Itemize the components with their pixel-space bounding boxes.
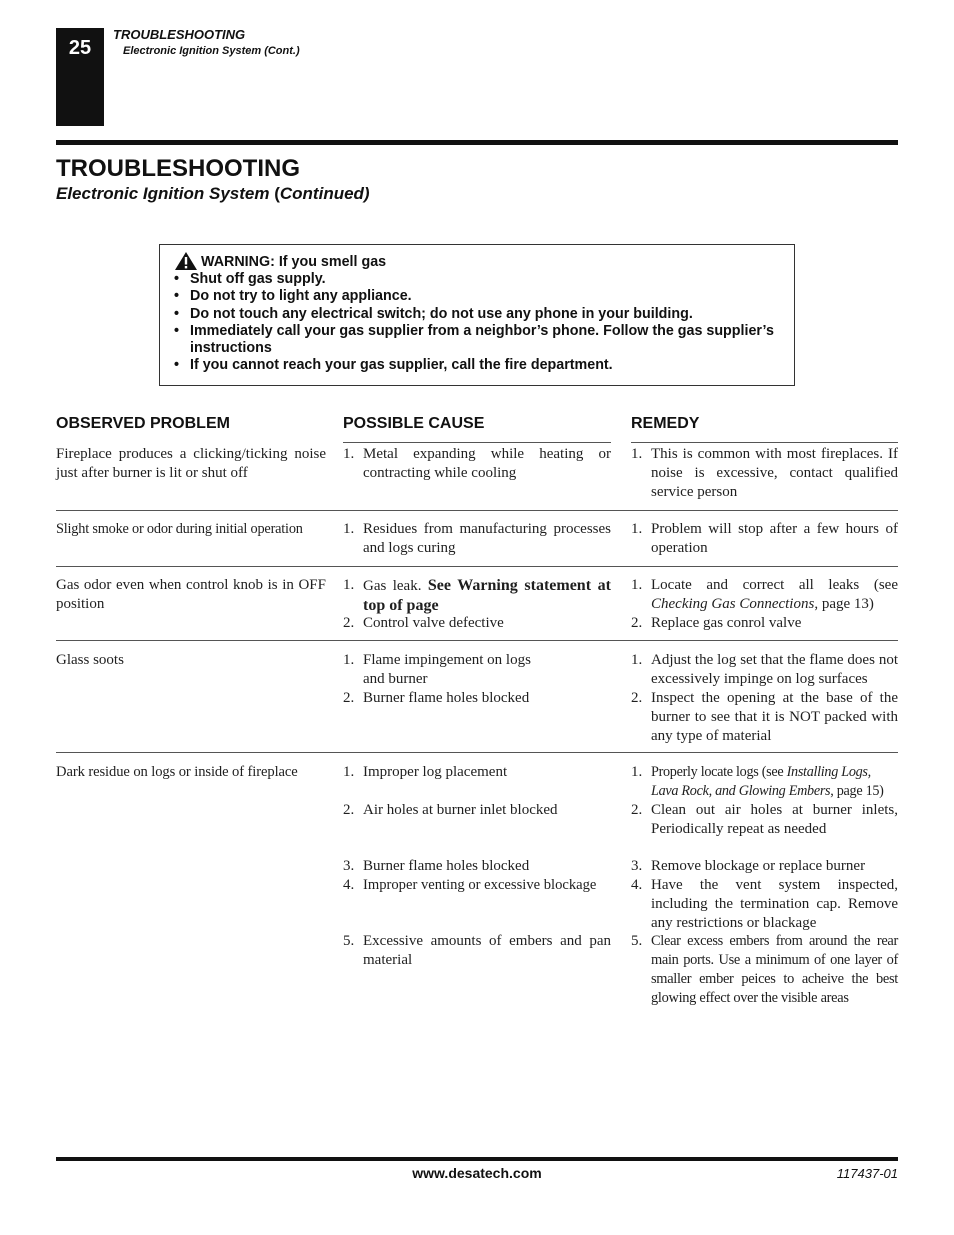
item-number: 2. bbox=[343, 802, 355, 818]
running-header-subsection: Electronic Ignition System (Cont.) bbox=[123, 45, 300, 57]
warning-bullet: • Shut off gas supply. bbox=[174, 271, 782, 288]
gas-warning-box bbox=[159, 244, 795, 386]
item-number: 2. bbox=[343, 615, 355, 631]
footer-document-code: 117437-01 bbox=[836, 1166, 898, 1181]
row-divider bbox=[56, 640, 898, 641]
item-text: Control valve defective bbox=[363, 615, 504, 631]
warning-bullet: • Immediately call your gas supplier from a neighbor’s phone. Follow the gas supplier’s instructions bbox=[174, 323, 782, 358]
item-number: 1. bbox=[631, 764, 643, 780]
item-text: Burner flame holes blocked bbox=[363, 690, 530, 706]
item-number: 1. bbox=[343, 521, 355, 537]
item-number: 4. bbox=[343, 877, 355, 893]
running-header-section: TROUBLESHOOTING bbox=[113, 27, 246, 42]
column-header-observed-problem: OBSERVED PROBLEM bbox=[56, 415, 230, 432]
item-text: Remove blockage or replace burner bbox=[651, 858, 866, 874]
warning-bullet: • Do not touch any electrical switch; do not use any phone in your building. bbox=[174, 306, 782, 323]
column-header-possible-cause: POSSIBLE CAUSE bbox=[343, 415, 485, 432]
item-number: 1. bbox=[631, 521, 643, 537]
item-text-plain: Properly locate logs (see bbox=[651, 764, 787, 780]
footer-divider bbox=[56, 1157, 898, 1161]
table-row-problem: Gas odor even when control knob is in OFF position bbox=[56, 577, 326, 612]
item-text: Clear excess embers from around the rear main ports. Use a minimum of one layer of smaller ember peices to acheive the best glowing effect over the visible areas bbox=[651, 933, 898, 1006]
warning-heading-row bbox=[174, 251, 782, 271]
table-row-problem: Glass soots bbox=[56, 652, 124, 668]
item-text: Have the vent system inspected, including the termination cap. Remove any restrictions or blackage bbox=[651, 877, 898, 931]
warning-heading: WARNING: If you smell gas bbox=[201, 253, 387, 270]
header-underline-cause bbox=[343, 442, 611, 443]
item-number: 4. bbox=[631, 877, 643, 893]
subtitle-part1: Electronic Ignition System bbox=[56, 184, 270, 203]
item-number: 1. bbox=[631, 652, 643, 668]
table-row-problem: Fireplace produces a clicking/ticking noise just after burner is lit or shut off bbox=[56, 446, 326, 481]
row-divider bbox=[56, 510, 898, 511]
item-number: 1. bbox=[343, 446, 355, 462]
item-text: Burner flame holes blocked bbox=[363, 858, 530, 874]
item-text: Improper log placement bbox=[363, 764, 508, 780]
item-number: 5. bbox=[631, 933, 643, 949]
item-text: Inspect the opening at the base of the burner to see that it is NOT packed with any type of material bbox=[651, 690, 898, 744]
item-text-italic: Installing Logs, Lava Rock, and Glowing Embers bbox=[651, 764, 871, 799]
item-number: 1. bbox=[343, 764, 355, 780]
item-text: Replace gas conrol valve bbox=[651, 615, 802, 631]
item-number: 2. bbox=[343, 690, 355, 706]
item-text: This is common with most fireplaces. If noise is excessive, contact qualified service person bbox=[651, 446, 898, 500]
warning-bullet: • If you cannot reach your gas supplier, call the fire department. bbox=[174, 357, 782, 374]
item-number: 1. bbox=[631, 446, 643, 462]
page-title: TROUBLESHOOTING bbox=[56, 155, 300, 182]
item-number: 5. bbox=[343, 933, 355, 949]
item-number: 3. bbox=[631, 858, 643, 874]
warning-list bbox=[174, 271, 782, 375]
item-text: Excessive amounts of embers and pan material bbox=[363, 933, 611, 968]
item-text bbox=[651, 576, 898, 614]
item-text-plain: Gas leak. bbox=[363, 578, 428, 594]
item-text-plain: , page 13) bbox=[814, 596, 874, 612]
table-row-problem: Slight smoke or odor during initial operation bbox=[56, 521, 303, 537]
item-number: 1. bbox=[343, 577, 355, 593]
item-text bbox=[651, 763, 898, 801]
warning-triangle-icon bbox=[174, 251, 198, 271]
row-divider bbox=[56, 752, 898, 753]
item-number: 1. bbox=[631, 577, 643, 593]
item-text-bold: See Warning statement at top of page bbox=[363, 577, 611, 614]
item-number: 2. bbox=[631, 690, 643, 706]
header-underline-remedy bbox=[631, 442, 898, 443]
footer-website: www.desatech.com bbox=[412, 1165, 542, 1181]
header-divider bbox=[56, 140, 898, 145]
item-number: 3. bbox=[343, 858, 355, 874]
item-text-plain: Locate and correct all leaks (see bbox=[651, 577, 898, 593]
item-text: Residues from manufacturing processes and logs curing bbox=[363, 521, 611, 556]
item-text bbox=[363, 576, 611, 616]
item-text: Air holes at burner inlet blocked bbox=[363, 802, 558, 818]
item-number: 2. bbox=[631, 802, 643, 818]
item-text: Metal expanding while heating or contracting while cooling bbox=[363, 446, 611, 481]
item-text-plain: , page 15) bbox=[830, 783, 884, 799]
item-text: Clean out air holes at burner inlets, Periodically repeat as needed bbox=[651, 802, 898, 837]
page-number-tab bbox=[56, 28, 104, 126]
item-text-italic: Checking Gas Connections bbox=[651, 596, 815, 612]
table-row-problem: Dark residue on logs or inside of fireplace bbox=[56, 764, 298, 780]
page-subtitle bbox=[56, 184, 370, 204]
item-number: 1. bbox=[343, 652, 355, 668]
row-divider bbox=[56, 566, 898, 567]
page-number: 25 bbox=[68, 37, 92, 59]
item-text: Problem will stop after a few hours of operation bbox=[651, 521, 898, 556]
item-text: Adjust the log set that the flame does not excessively impinge on log surfaces bbox=[651, 652, 898, 687]
item-text: Improper venting or excessive blockage bbox=[363, 877, 597, 893]
subtitle-part2: Continued) bbox=[279, 184, 370, 203]
warning-bullet: • Do not try to light any appliance. bbox=[174, 288, 782, 305]
subtitle-paren: ( bbox=[269, 184, 280, 203]
item-text: Flame impingement on logs and burner bbox=[363, 652, 531, 687]
column-header-remedy: REMEDY bbox=[631, 415, 700, 432]
item-number: 2. bbox=[631, 615, 643, 631]
